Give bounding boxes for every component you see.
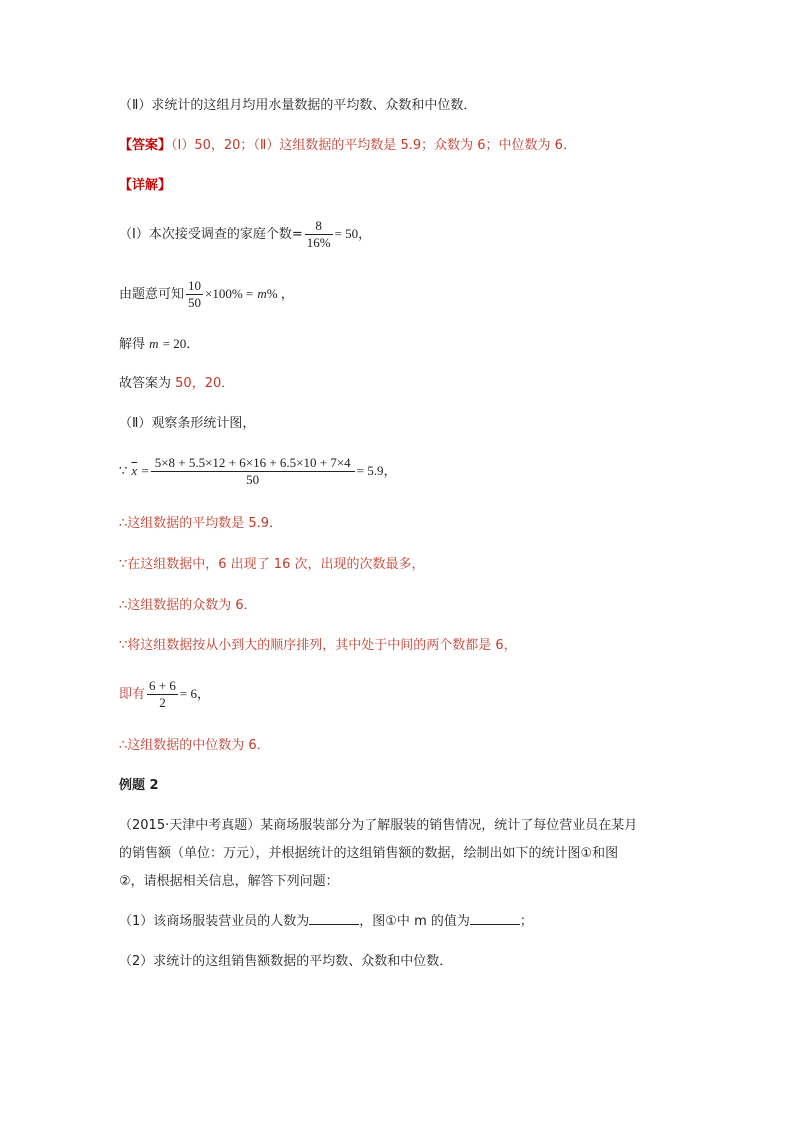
step12: ∴这组数据的中位数为 6．: [119, 738, 270, 753]
step3-prefix: 解得: [119, 337, 146, 352]
step6-result: = 5.9，: [356, 463, 397, 478]
question-2: （2）求统计的这组销售额数据的平均数、众数和中位数．: [119, 954, 453, 969]
step11-fraction: [147, 678, 178, 711]
step11-result: = 6，: [179, 686, 210, 701]
step6-fraction: [151, 455, 355, 488]
q1-blank-1[interactable]: [309, 912, 359, 925]
q1-suffix: ；: [519, 914, 533, 929]
step9: ∴这组数据的众数为 6．: [119, 598, 257, 613]
step3: [119, 334, 199, 355]
step2-denominator: 50: [188, 295, 202, 310]
step1-prefix: （Ⅰ）本次接受调查的家庭个数=: [119, 227, 303, 242]
step2-var: m: [257, 286, 267, 301]
step10: ∵将这组数据按从小到大的顺序排列，其中处于中间的两个数都是 6，: [119, 638, 517, 653]
step2-fraction: [186, 278, 203, 311]
step3-value: = 20．: [162, 336, 200, 351]
step11-numerator: 6 + 6: [149, 678, 176, 693]
step1-fraction: [305, 218, 333, 251]
step1: [119, 218, 371, 251]
example-para-1: （2015·天津中考真题）某商场服装部分为了解服装的销售情况，统计了每位营业员在某月: [119, 818, 638, 833]
detail-label: 【详解】: [119, 178, 172, 193]
answer-line: [119, 136, 576, 156]
step6: [119, 455, 397, 488]
step1-numerator: 8: [315, 218, 322, 233]
step2-numerator: 10: [188, 278, 202, 293]
step2-suffix: % ，: [266, 286, 294, 301]
answer-label: 【答案】: [119, 138, 172, 153]
example-para-3: ②，请根据相关信息，解答下列问题：: [119, 874, 339, 889]
q1-prefix: （1）该商场服装营业员的人数为: [119, 914, 310, 929]
step11: [119, 678, 210, 711]
part2-question: （Ⅱ）求统计的这组月均用水量数据的平均数、众数和中位数．: [119, 98, 477, 113]
question-1: [119, 912, 533, 932]
step2: [119, 278, 294, 311]
answer-text: （Ⅰ）50，20；（Ⅱ）这组数据的平均数是 5.9；众数为 6；中位数为 6．: [171, 138, 576, 153]
example-para-2: 的销售额（单位：万元），并根据统计的这组销售额的数据，绘制出如下的统计图①和图: [119, 846, 619, 861]
step11-denominator: 2: [147, 694, 178, 711]
step2-rest: ×100% =: [205, 286, 254, 301]
example-title: 例题 2: [119, 778, 159, 793]
step6-numerator: 5×8 + 5.5×12 + 6×16 + 6.5×10 + 7×4: [154, 455, 351, 470]
step2-prefix: 由题意可知: [119, 287, 185, 302]
step6-denominator: 50: [151, 471, 355, 488]
step4-value: 50，20．: [175, 376, 235, 391]
step1-denominator: 16%: [306, 235, 331, 250]
step3-var: m: [149, 336, 159, 351]
q1-blank-2[interactable]: [470, 912, 520, 925]
step6-because: ∵: [119, 464, 128, 479]
step1-result: = 50，: [334, 226, 372, 241]
step6-eq: =: [141, 463, 149, 478]
step6-xbar: $\overline{x}$: [131, 463, 138, 478]
step5: （Ⅱ）观察条形统计图，: [119, 416, 256, 431]
step4: [119, 374, 234, 394]
step4-prefix: 故答案为: [119, 376, 172, 391]
step7: ∴这组数据的平均数是 5.9．: [119, 516, 283, 531]
step11-prefix: 即有: [119, 687, 146, 702]
q1-middle: ，图①中 m 的值为: [359, 914, 470, 929]
step8: ∵在这组数据中，6 出现了 16 次，出现的次数最多，: [119, 557, 425, 572]
